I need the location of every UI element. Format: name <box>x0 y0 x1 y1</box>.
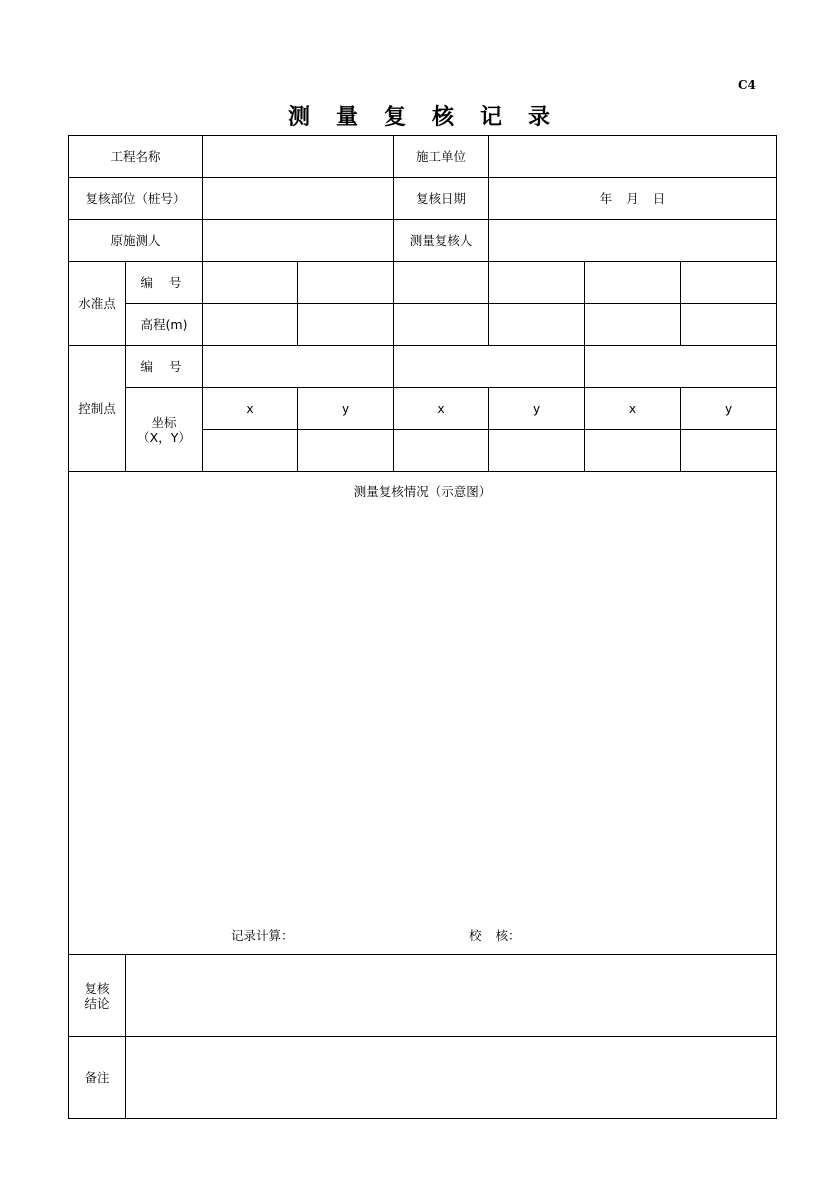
benchmark-group-label: 水准点 <box>69 262 126 346</box>
construction-unit-label: 施工单位 <box>394 136 489 178</box>
benchmark-number-cell[interactable] <box>394 262 489 304</box>
coordinate-value-cell[interactable] <box>298 430 394 472</box>
axis-y-label: y <box>489 388 585 430</box>
benchmark-number-cell[interactable] <box>585 262 681 304</box>
benchmark-number-cell[interactable] <box>681 262 777 304</box>
project-name-label: 工程名称 <box>69 136 203 178</box>
benchmark-number-cell[interactable] <box>203 262 298 304</box>
checker-label-b: 核： <box>495 928 521 943</box>
construction-unit-field[interactable] <box>489 136 777 178</box>
benchmark-elevation-cell[interactable] <box>394 304 489 346</box>
axis-x-label: x <box>394 388 489 430</box>
benchmark-number-cell[interactable] <box>489 262 585 304</box>
project-name-field[interactable] <box>203 136 394 178</box>
benchmark-elevation-cell[interactable] <box>489 304 585 346</box>
axis-x-label: x <box>585 388 681 430</box>
review-conclusion-field[interactable] <box>126 955 777 1037</box>
benchmark-elevation-cell[interactable] <box>298 304 394 346</box>
coordinate-label-line2: （X，Y） <box>137 429 191 445</box>
original-surveyor-label: 原施测人 <box>69 220 203 262</box>
survey-review-form <box>68 135 777 1119</box>
coordinate-value-cell[interactable] <box>394 430 489 472</box>
coordinate-label <box>126 388 203 472</box>
review-date-label: 复核日期 <box>394 178 489 220</box>
review-situation-area[interactable] <box>69 472 777 955</box>
control-number-cell[interactable] <box>203 346 394 388</box>
remarks-field[interactable] <box>126 1037 777 1119</box>
control-number-label: 编 号 <box>126 346 203 388</box>
review-location-field[interactable] <box>203 178 394 220</box>
benchmark-elevation-cell[interactable] <box>681 304 777 346</box>
coordinate-value-cell[interactable] <box>489 430 585 472</box>
review-date-field[interactable]: 年 月 日 <box>489 178 777 220</box>
coordinate-value-cell[interactable] <box>681 430 777 472</box>
reviewer-label: 测量复核人 <box>394 220 489 262</box>
coordinate-value-cell[interactable] <box>585 430 681 472</box>
original-surveyor-field[interactable] <box>203 220 394 262</box>
review-situation-heading: 测量复核情况（示意图） <box>353 484 492 499</box>
axis-x-label: x <box>203 388 298 430</box>
axis-y-label: y <box>298 388 394 430</box>
remarks-label: 备注 <box>69 1037 126 1119</box>
reviewer-field[interactable] <box>489 220 777 262</box>
benchmark-number-cell[interactable] <box>298 262 394 304</box>
control-number-cell[interactable] <box>585 346 777 388</box>
benchmark-elevation-cell[interactable] <box>585 304 681 346</box>
benchmark-elevation-cell[interactable] <box>203 304 298 346</box>
page-title: 测量复核记录 <box>287 104 576 130</box>
axis-y-label: y <box>681 388 777 430</box>
review-conclusion-label-line1: 复核 <box>84 980 110 996</box>
benchmark-number-label: 编 号 <box>126 262 203 304</box>
review-location-label: 复核部位（桩号） <box>69 178 203 220</box>
record-calculation-label: 记录计算： <box>231 928 294 943</box>
control-number-cell[interactable] <box>394 346 585 388</box>
review-conclusion-label-line2: 结论 <box>84 995 110 1011</box>
checker-label-a: 校 <box>469 928 482 943</box>
checker-label <box>469 928 521 943</box>
review-conclusion-label <box>69 955 126 1037</box>
benchmark-elevation-label: 高程(m) <box>126 304 203 346</box>
coordinate-value-cell[interactable] <box>203 430 298 472</box>
form-code: C4 <box>738 78 756 92</box>
coordinate-label-line1: 坐标 <box>151 414 177 430</box>
control-point-group-label: 控制点 <box>69 346 126 472</box>
